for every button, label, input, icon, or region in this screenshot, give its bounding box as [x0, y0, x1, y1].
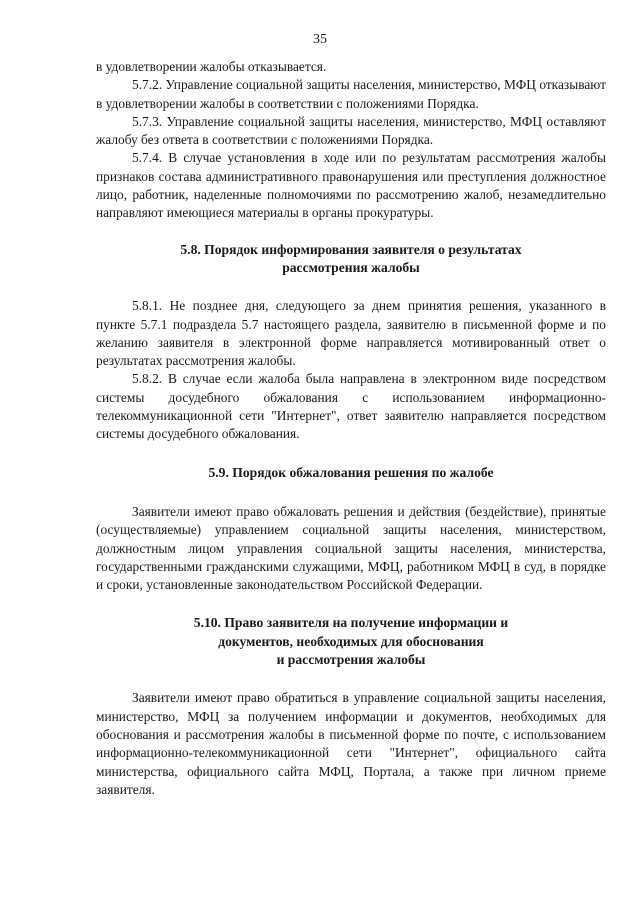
- section-5-10-heading: [96, 614, 606, 669]
- section-5-10-heading-line2: документов, необходимых для обоснования: [218, 633, 484, 649]
- paragraph-5-9: Заявители имеют право обжаловать решения и действия (бездействие), принятые (осуществляемые) управлением социальной защиты населения, министерством, должностным лицом управления социальной защиты населения, министерства, государственными гражданскими служащими, МФЦ, работником МФЦ в суд, в порядке и сроки, установленные законодательством Российской Федерации.: [96, 503, 606, 593]
- paragraph-5-7-4: 5.7.4. В случае установления в ходе или по результатам рассмотрения жалобы признаков состава административного правонарушения или преступления должностное лицо, работник, наделенные полномочиями по рассмотрению жалоб, незамедлительно направляют имеющиеся материалы в органы прокуратуры.: [96, 150, 606, 221]
- section-5-10-heading-line1: 5.10. Право заявителя на получение информации и: [193, 615, 509, 631]
- document-body: [96, 58, 606, 799]
- section-5-9-heading: 5.9. Порядок обжалования решения по жалобе: [208, 464, 494, 480]
- section-5-8-heading: [96, 241, 606, 278]
- paragraph-5-7-3: 5.7.3. Управление социальной защиты населения, министерство, МФЦ оставляют жалобу без ответа в соответствии с положениями Порядка.: [96, 113, 606, 148]
- section-5-8-heading-line2: рассмотрения жалобы: [282, 259, 420, 275]
- paragraph-5-8-1: 5.8.1. Не позднее дня, следующего за днем принятия решения, указанного в пункте 5.7.1 подраздела 5.7 настоящего раздела, заявителю в письменной форме и по желанию заявителя в электронной форме направляется мотивированный ответ о результатах рассмотрения жалобы.: [96, 298, 606, 369]
- paragraph-5-8-2: 5.8.2. В случае если жалоба была направлена в электронном виде посредством системы досудебного обжалования с использованием информационно-телекоммуникационной сети "Интернет", ответ заявителю направляется посредством системы досудебного обжалования.: [96, 371, 606, 442]
- paragraph-continuation: в удовлетворении жалобы отказывается.: [96, 59, 327, 74]
- page-number: 35: [313, 32, 327, 47]
- paragraph-5-10: Заявители имеют право обратиться в управление социальной защиты населения, министерство, МФЦ за получением информации и документов, необходимых для обоснования и рассмотрения жалобы в письменной форме по почте, с использованием информационно-телекоммуникационной сети "Интернет", официального сайта министерства, официального сайта МФЦ, Портала, а также при личном приеме заявителя.: [96, 690, 606, 797]
- paragraph-5-7-2: 5.7.2. Управление социальной защиты населения, министерство, МФЦ отказывают в удовлетворении жалобы в соответствии с положениями Порядка.: [96, 77, 606, 111]
- section-5-10-heading-line3: и рассмотрения жалобы: [276, 652, 426, 668]
- section-5-8-heading-line1: 5.8. Порядок информирования заявителя о результатах: [180, 241, 522, 257]
